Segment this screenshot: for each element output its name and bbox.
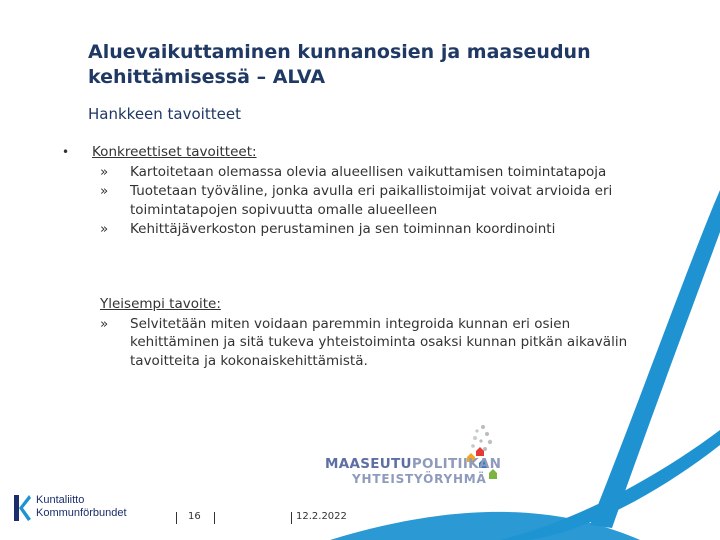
kuntaliitto-logo [12,492,172,532]
kuntaliitto-name: Kuntaliitto [36,494,85,506]
footer-divider [176,512,177,524]
list-item-text: Kehittäjäverkoston perustaminen ja sen toiminnan koordinointi [130,221,556,237]
mp-logo-text-b: POLITIIKAN [411,456,502,472]
list-marker: » [100,163,109,180]
bullet-marker: • [62,145,70,159]
list-item [60,220,660,239]
list-item-text: Selvitetään miten voidaan paremmin integroida kunnan eri osien kehittäminen ja sitä tukeva yhteistoiminta osaksi kunnan pitkän aikavälin tavoitteita ja kokonaiskehittämistä. [130,315,628,369]
general-goal-section [60,295,660,370]
mp-logo-line2: YHTEISTYÖRYHMÄ [352,472,487,486]
list-item-text: Kartoitetaan olemassa olevia alueellisen vaikuttamisen toimintatapoja [130,163,607,180]
list-item [60,182,660,219]
maaseutupolitiikka-logo [325,423,505,493]
list-item-text: Tuotetaan työväline, jonka avulla eri paikallistoimijat voivat arvioida eri toimintatapojen sopivuutta omalle alueelleen [130,183,613,218]
list-marker: » [100,315,109,332]
mp-logo-line1 [325,456,501,472]
general-goal-heading: Yleisempi tavoite: [100,296,221,312]
list-marker: » [100,183,109,199]
list-marker: » [100,221,109,237]
mp-logo-text-a: MAASEUTU [325,456,412,472]
page-title: Aluevaikuttaminen kunnanosien ja maaseudun kehittämisessä – ALVA [88,41,591,88]
concrete-goals-section [60,143,660,239]
kuntaliitto-text [36,494,127,520]
concrete-goals-bullet [60,143,660,162]
slide-date: 12.2.2022 [296,511,347,522]
list-item [60,315,660,371]
page-subtitle: Hankkeen tavoitteet [88,105,241,123]
footer-divider [291,512,292,524]
footer-divider [214,512,215,524]
list-item [60,163,660,182]
kuntaliitto-icon [12,492,32,524]
page-number: 16 [188,511,201,522]
concrete-goals-heading: Konkreettiset tavoitteet: [92,144,257,160]
kommunforbundet-name: Kommunförbundet [36,507,127,519]
